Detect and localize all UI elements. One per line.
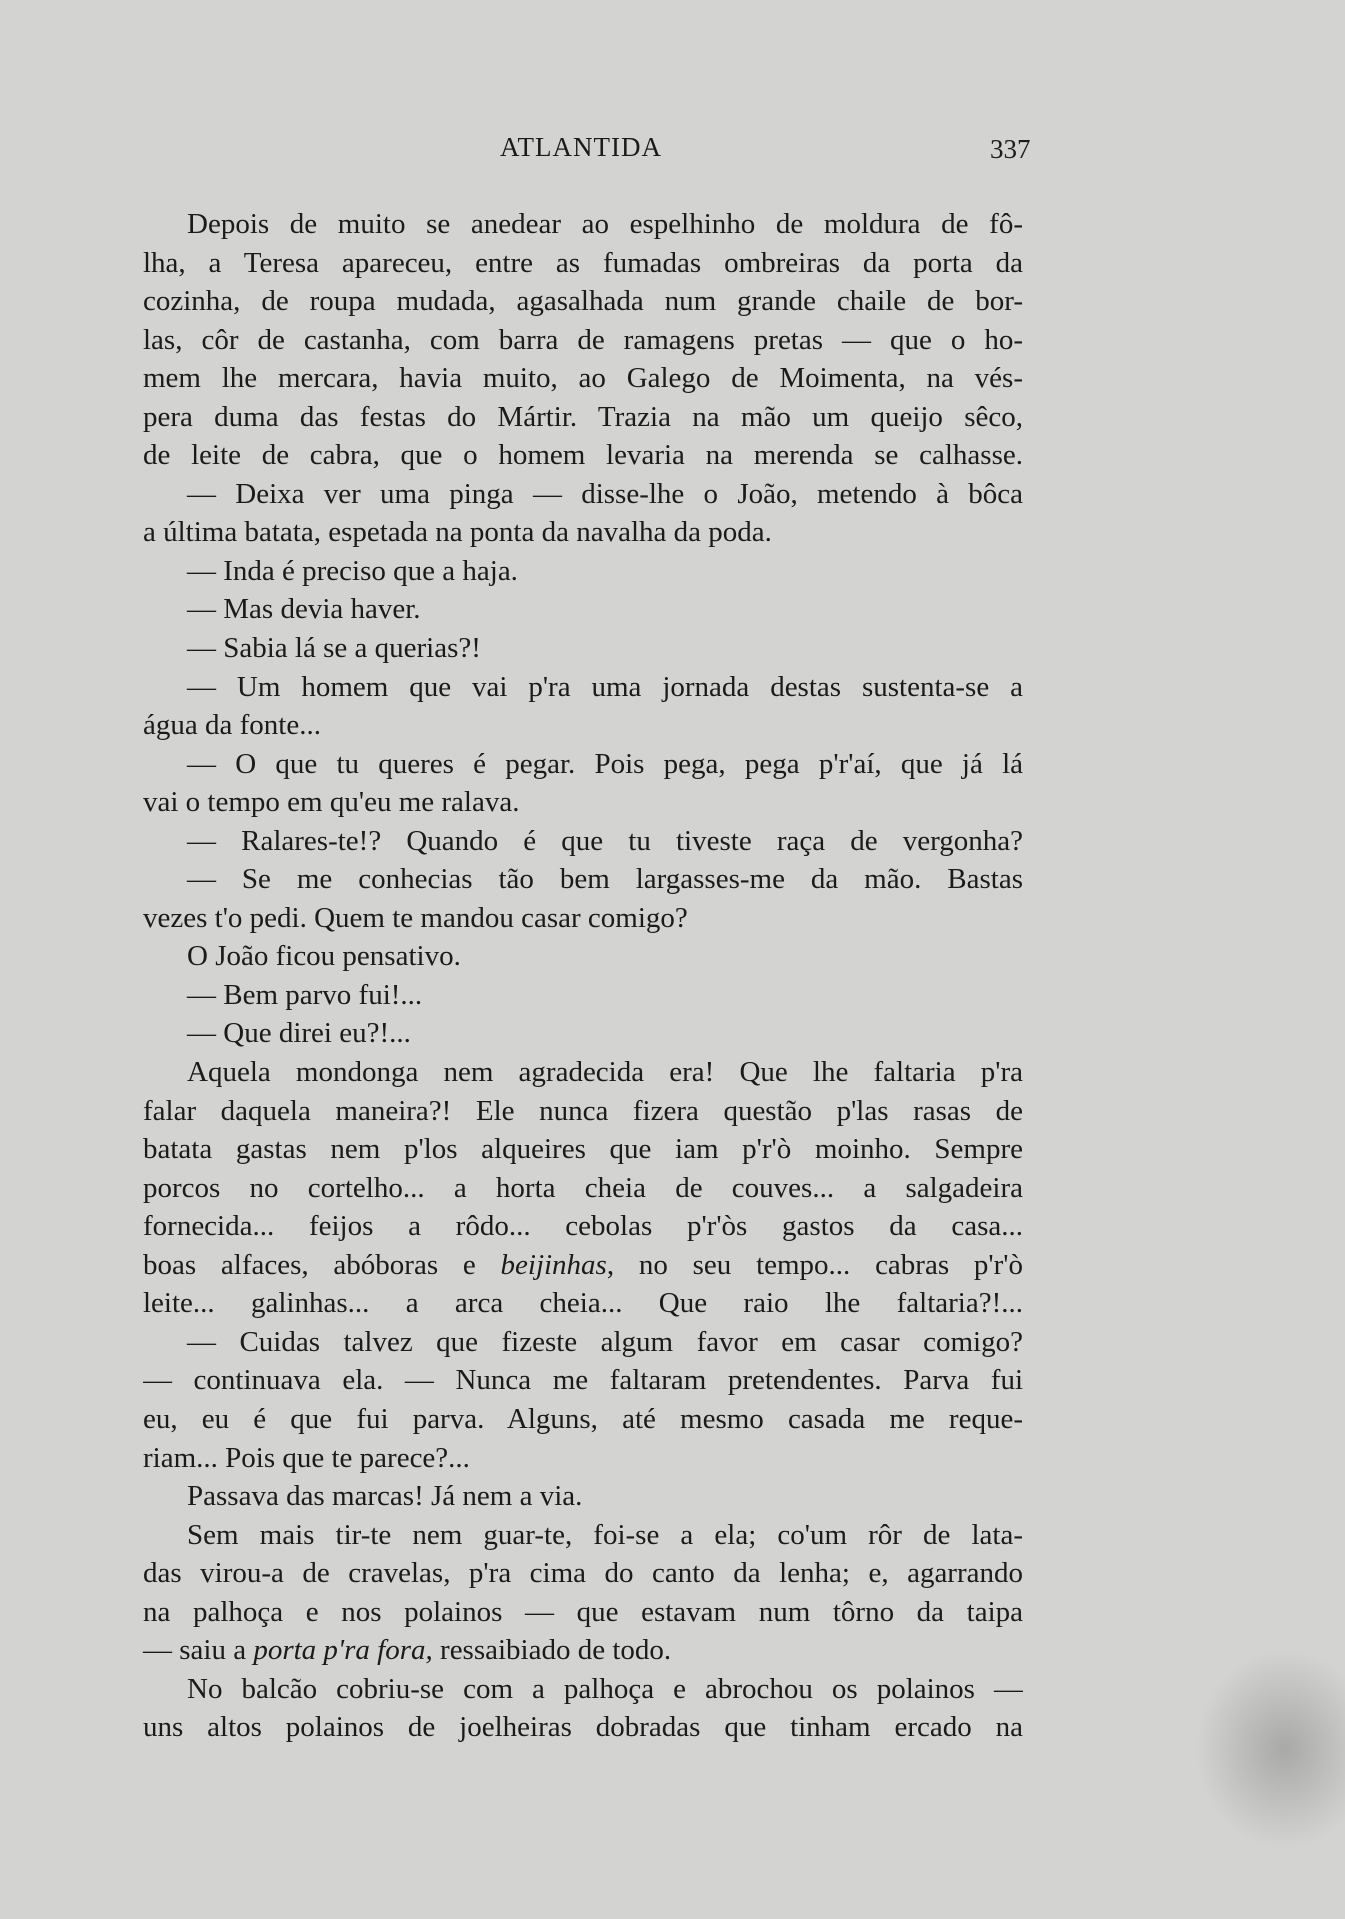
text-segment: — saiu a [143,1634,254,1667]
text-line: lha, a Teresa apareceu, entre as fumadas ombreiras da porta da [143,246,1023,279]
running-head-title: ATLANTIDA [500,132,662,162]
text-line: mem lhe mercara, havia muito, ao Galego de Moimenta, na vés- [143,362,1023,395]
text-line: pera duma das festas do Mártir. Trazia na mão um queijo sêco, [143,400,1023,433]
text-line: a última batata, espetada na ponta da navalha da poda. [143,516,772,549]
text-line: batata gastas nem p'los alqueires que iam p'r'ò moinho. Sempre [143,1133,1023,1166]
text-line: las, côr de castanha, com barra de ramagens pretas — que o ho- [143,323,1023,356]
text-line: Sem mais tir-te nem guar-te, foi-se a ela; co'um rôr de lata- [187,1518,1023,1551]
text-line: — Inda é preciso que a haja. [187,554,518,587]
body-text [143,205,1023,1747]
text-line: leite... galinhas... a arca cheia... Que raio lhe faltaria?!... [143,1287,1023,1320]
text-line: na palhoça e nos polainos — que estavam num tôrno da taipa [143,1595,1023,1628]
italic-word: beijinhas [500,1248,607,1281]
text-line: — Se me conhecias tão bem largasses-me da mão. Bastas [187,863,1023,896]
italic-phrase: porta p'ra fora, [253,1634,433,1667]
text-line: — Cuidas talvez que fizeste algum favor em casar comigo? [187,1325,1023,1358]
text-line: O João ficou pensativo. [187,940,461,973]
text-line: Aquela mondonga nem agradecida era! Que lhe faltaria p'ra [187,1056,1023,1089]
text-line: fornecida... feijos a rôdo... cebolas p'r'òs gastos da casa... [143,1210,1023,1243]
text-line: Passava das marcas! Já nem a via. [187,1480,583,1513]
running-head [0,132,1345,172]
text-line: — Um homem que vai p'ra uma jornada destas sustenta-se a [187,670,1023,703]
text-line: das virou-a de cravelas, p'ra cima do canto da lenha; e, agarrando [143,1557,1023,1590]
text-line: — Que direi eu?!... [187,1017,411,1050]
text-line: — Bem parvo fui!... [187,978,423,1011]
text-line: — Deixa ver uma pinga — disse-lhe o João, metendo à bôca [187,477,1023,510]
text-line: eu, eu é que fui parva. Alguns, até mesmo casada me reque- [143,1402,1023,1435]
text-line: de leite de cabra, que o homem levaria na merenda se calhasse. [143,439,1023,472]
text-segment: boas alfaces, abóboras e [143,1248,501,1281]
text-line [143,1631,1023,1670]
text-line: — O que tu queres é pegar. Pois pega, pega p'r'aí, que já lá [187,747,1023,780]
text-line: — Sabia lá se a querias?! [187,632,481,665]
text-line: Depois de muito se anedear ao espelhinho de moldura de fô- [187,208,1023,240]
page-number: 337 [990,134,1031,164]
text-line: vai o tempo em qu'eu me ralava. [143,786,520,819]
text-line: porcos no cortelho... a horta cheia de couves... a salgadeira [143,1171,1023,1204]
text-line: vezes t'o pedi. Quem te mandou casar comigo? [143,901,688,934]
text-line: uns altos polainos de joelheiras dobradas que tinham ercado na [143,1711,1023,1744]
text-segment: , no seu tempo... cabras p'r'ò [606,1248,1023,1281]
text-line: — continuava ela. — Nunca me faltaram pretendentes. Parva fui [143,1364,1023,1397]
text-line: — Mas devia haver. [187,593,421,626]
page-stain [1195,1649,1345,1849]
text-line: cozinha, de roupa mudada, agasalhada num grande chaile de bor- [143,285,1023,318]
text-segment: ressaibiado de todo. [432,1634,672,1667]
text-line: — Ralares-te!? Quando é que tu tiveste raça de vergonha? [187,824,1023,857]
text-line: riam... Pois que te parece?... [143,1441,470,1474]
text-line [143,1246,1023,1285]
text-line: água da fonte... [143,709,321,742]
text-line: falar daquela maneira?! Ele nunca fizera questão p'las rasas de [143,1094,1023,1127]
text-line: No balcão cobriu-se com a palhoça e abrochou os polainos — [187,1672,1023,1705]
